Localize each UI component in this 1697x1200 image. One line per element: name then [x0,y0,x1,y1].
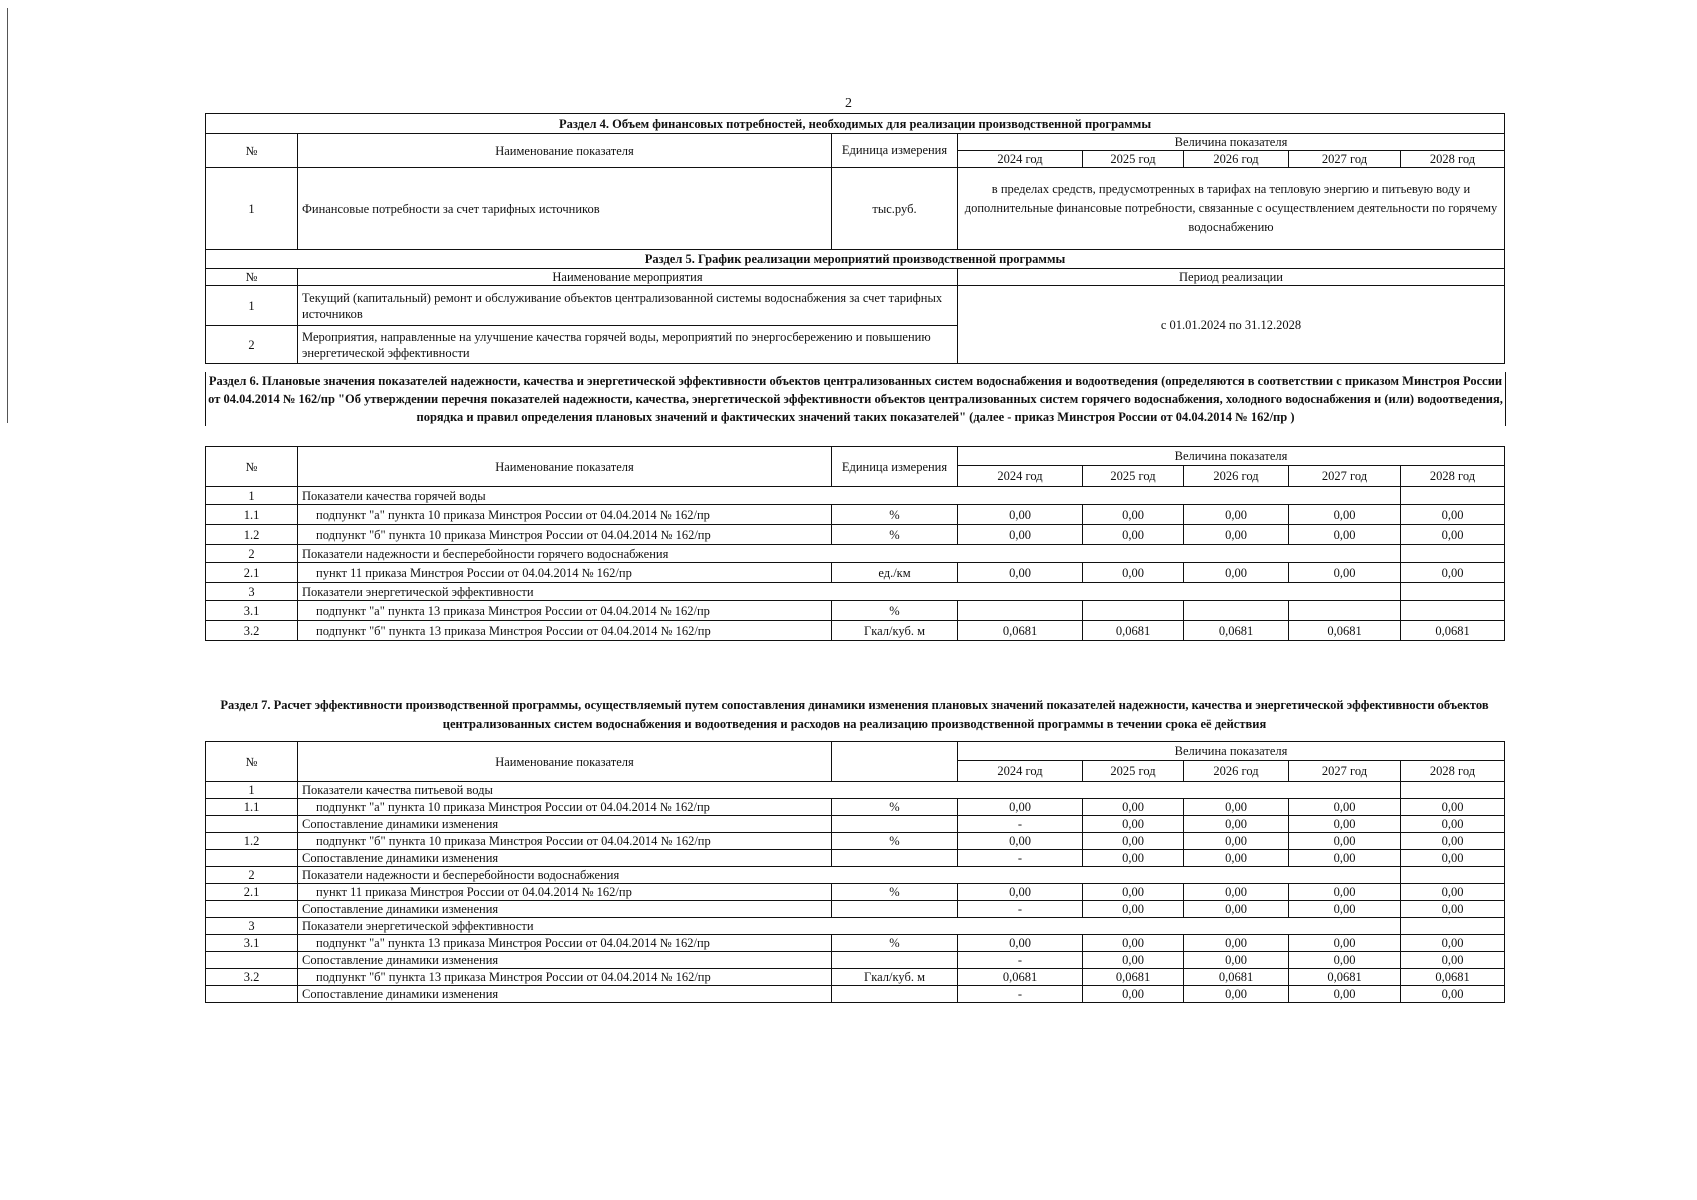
row-number: 1 [206,168,298,250]
value-cell: 0,0681 [1289,969,1401,986]
value-cell: 0,00 [1289,850,1401,867]
indicator-name: подпункт "б" пункта 10 приказа Минстроя России от 04.04.2014 № 162/пр [298,525,832,545]
year-header: 2024 год [958,151,1083,168]
indicator-header: Наименование показателя [298,447,832,487]
value-cell: 0,00 [1184,986,1289,1003]
section7-table [205,741,1505,1003]
value-cell: 0,00 [958,884,1083,901]
value-cell: 0,0681 [1184,969,1289,986]
unit: Гкал/куб. м [832,969,958,986]
unit [832,816,958,833]
group-row [206,918,1505,935]
empty-cell [1401,918,1505,935]
year-header: 2025 год [1083,151,1184,168]
table-row [206,884,1505,901]
year-header: 2027 год [1289,761,1401,782]
value-header: Величина показателя [958,134,1505,151]
unit-header: Единица измерения [832,134,958,168]
value-cell [958,601,1083,621]
unit-header-empty [832,742,958,782]
unit: % [832,525,958,545]
year-header: 2025 год [1083,761,1184,782]
group-row [206,782,1505,799]
row-number: 1 [206,782,298,799]
value-cell: - [958,816,1083,833]
value-cell: 0,00 [1184,505,1289,525]
row-number: 2 [206,867,298,884]
sections-4-5-table [205,113,1505,364]
unit [832,986,958,1003]
indicator-name: Финансовые потребности за счет тарифных источников [298,168,832,250]
row-number [206,816,298,833]
indicator-name: подпункт "а" пункта 13 приказа Минстроя России от 04.04.2014 № 162/пр [298,935,832,952]
dynamics-label: Сопоставление динамики изменения [298,816,832,833]
value-cell: 0,00 [1083,850,1184,867]
row-number [206,952,298,969]
value-cell: 0,0681 [1184,621,1289,641]
indicator-header: Наименование показателя [298,134,832,168]
value-cell: 0,00 [1401,799,1505,816]
value-cell: 0,00 [1289,799,1401,816]
dynamics-row [206,952,1505,969]
value-cell [1289,601,1401,621]
value-cell: 0,00 [1401,901,1505,918]
value-cell: 0,0681 [958,969,1083,986]
unit: % [832,884,958,901]
dynamics-label: Сопоставление динамики изменения [298,850,832,867]
unit-header: Единица измерения [832,447,958,487]
section4-title: Раздел 4. Объем финансовых потребностей, необходимых для реализации производственной программы [206,114,1505,134]
value-cell: - [958,952,1083,969]
row-number: 1.2 [206,833,298,850]
value-cell: 0,00 [1289,833,1401,850]
value-cell: 0,00 [1289,935,1401,952]
num-header: № [206,134,298,168]
value-header: Величина показателя [958,742,1505,761]
value-cell [1083,601,1184,621]
empty-cell [1401,867,1505,884]
value-cell: 0,00 [1083,816,1184,833]
unit: % [832,935,958,952]
row-number: 1.2 [206,525,298,545]
value-cell: 0,00 [958,935,1083,952]
group-row [206,487,1505,505]
activity-name: Мероприятия, направленные на улучшение качества горячей воды, мероприятий по энергосбережению и повышению энергетической эффективности [298,326,958,364]
empty-cell [1401,545,1505,563]
period-header: Период реализации [958,269,1505,286]
value-cell: 0,0681 [1083,969,1184,986]
year-header: 2026 год [1184,466,1289,487]
year-header: 2028 год [1401,466,1505,487]
unit: % [832,833,958,850]
value-cell: 0,00 [1083,935,1184,952]
value-cell: 0,00 [958,525,1083,545]
value-cell: 0,0681 [1083,621,1184,641]
dynamics-row [206,850,1505,867]
unit: % [832,505,958,525]
value-cell: 0,00 [1083,525,1184,545]
value-cell: 0,00 [1083,901,1184,918]
table-row [206,525,1505,545]
row-number: 3 [206,918,298,935]
value-cell: 0,00 [1184,563,1289,583]
section6-title: Раздел 6. Плановые значения показателей надежности, качества и энергетической эффективности объектов централизованных систем водоснабжения и водоотведения (определяются в соответствии с приказом Минстроя России от 04.04.2014 № 162/пр "Об утверждении перечня показателей надежности, качества, энергетической эффективности объектов централизованных систем горячего водоснабжения, холодного водоснабжения и (или) водоотведения, порядка и правил определения плановых значений и фактических значений таких показателей" (далее - приказ Минстроя России от 04.04.2014 № 162/пр ) [205,372,1506,426]
group-name: Показатели энергетической эффективности [298,583,1401,601]
value-cell: 0,00 [1289,986,1401,1003]
value-cell: 0,00 [1083,505,1184,525]
num-header: № [206,742,298,782]
unit: Гкал/куб. м [832,621,958,641]
row-number: 1.1 [206,799,298,816]
activity-name-header: Наименование мероприятия [298,269,958,286]
unit [832,901,958,918]
row-number: 2 [206,545,298,563]
row-number: 1.1 [206,505,298,525]
unit [832,850,958,867]
year-header: 2027 год [1289,151,1401,168]
table-row [206,799,1505,816]
table-row [206,621,1505,641]
dynamics-row [206,816,1505,833]
indicator-name: подпункт "а" пункта 10 приказа Минстроя России от 04.04.2014 № 162/пр [298,799,832,816]
row-number [206,986,298,1003]
indicator-name: пункт 11 приказа Минстроя России от 04.04.2014 № 162/пр [298,884,832,901]
value-cell: 0,0681 [958,621,1083,641]
year-header: 2024 год [958,466,1083,487]
left-margin-line [7,8,8,423]
row-number: 3.1 [206,935,298,952]
value-cell: 0,00 [958,563,1083,583]
unit: % [832,799,958,816]
row-number: 2.1 [206,563,298,583]
dynamics-label: Сопоставление динамики изменения [298,901,832,918]
table-row [206,935,1505,952]
row-number: 3.1 [206,601,298,621]
value-cell: 0,00 [958,833,1083,850]
section6-table [205,446,1505,641]
year-header: 2028 год [1401,761,1505,782]
empty-cell [1401,782,1505,799]
value-cell: 0,00 [1083,563,1184,583]
value-cell: 0,00 [1401,505,1505,525]
value-cell: 0,00 [1289,505,1401,525]
row-number: 1 [206,286,298,326]
value-cell: - [958,850,1083,867]
table-row [206,969,1505,986]
row-number: 2.1 [206,884,298,901]
row-number: 3.2 [206,969,298,986]
dynamics-label: Сопоставление динамики изменения [298,986,832,1003]
section7-title: Раздел 7. Расчет эффективности производственной программы, осуществляемый путем сопоставления динамики изменения плановых значений показателей надежности, качества и энергетической эффективности объектов централизованных систем водоснабжения и водоотведения и расходов на реализацию производственной программы в течении срока её действия [220,698,1489,731]
indicator-name: подпункт "а" пункта 10 приказа Минстроя России от 04.04.2014 № 162/пр [298,505,832,525]
value-cell: - [958,986,1083,1003]
activity-name: Текущий (капитальный) ремонт и обслуживание объектов централизованной системы водоснабжения за счет тарифных источников [298,286,958,326]
table-row [206,601,1505,621]
num-header: № [206,269,298,286]
table-row [206,505,1505,525]
dynamics-row [206,901,1505,918]
year-header: 2026 год [1184,761,1289,782]
group-row [206,583,1505,601]
value-cell: 0,00 [1184,901,1289,918]
row-number: 3.2 [206,621,298,641]
value-cell: 0,00 [1401,833,1505,850]
num-header: № [206,447,298,487]
row-number [206,850,298,867]
value-cell: 0,00 [1184,884,1289,901]
value-cell: 0,00 [958,505,1083,525]
page-number: 2 [845,96,852,111]
value-cell: 0,00 [1401,884,1505,901]
empty-cell [1401,583,1505,601]
value-cell: 0,00 [1083,986,1184,1003]
value-cell: 0,00 [1184,952,1289,969]
value-cell: 0,00 [1289,884,1401,901]
value-cell: 0,00 [1184,816,1289,833]
indicator-name: подпункт "б" пункта 13 приказа Минстроя России от 04.04.2014 № 162/пр [298,969,832,986]
empty-cell [1401,487,1505,505]
value-cell: 0,00 [1289,563,1401,583]
row-number: 3 [206,583,298,601]
year-header: 2025 год [1083,466,1184,487]
value-cell: 0,00 [1083,799,1184,816]
year-header: 2024 год [958,761,1083,782]
value-cell: 0,00 [1184,850,1289,867]
dynamics-row [206,986,1505,1003]
value-cell: 0,00 [1289,952,1401,969]
value-cell [1401,601,1505,621]
value-cell: 0,0681 [1401,621,1505,641]
value-cell: 0,00 [1401,935,1505,952]
value-cell: 0,00 [1083,833,1184,850]
dynamics-label: Сопоставление динамики изменения [298,952,832,969]
value-cell: 0,00 [1401,563,1505,583]
year-header: 2028 год [1401,151,1505,168]
value-cell: 0,00 [958,799,1083,816]
unit [832,952,958,969]
value-header: Величина показателя [958,447,1505,466]
group-name: Показатели надежности и бесперебойности горячего водоснабжения [298,545,1401,563]
value-cell: - [958,901,1083,918]
table-row [206,563,1505,583]
group-row [206,867,1505,884]
value-cell: 0,0681 [1289,621,1401,641]
value-cell: 0,00 [1289,525,1401,545]
value-cell: 0,00 [1083,952,1184,969]
value-cell [1184,601,1289,621]
value-cell: 0,00 [1289,816,1401,833]
value-cell: 0,0681 [1401,969,1505,986]
indicator-name: подпункт "б" пункта 13 приказа Минстроя России от 04.04.2014 № 162/пр [298,621,832,641]
indicator-name: пункт 11 приказа Минстроя России от 04.04.2014 № 162/пр [298,563,832,583]
implementation-period: с 01.01.2024 по 31.12.2028 [958,286,1505,364]
value-cell: 0,00 [1289,901,1401,918]
value-cell: 0,00 [1184,799,1289,816]
group-name: Показатели энергетической эффективности [298,918,1401,935]
value-cell: 0,00 [1401,850,1505,867]
year-header: 2026 год [1184,151,1289,168]
group-row [206,545,1505,563]
financial-value: в пределах средств, предусмотренных в тарифах на тепловую энергию и питьевую воду и дополнительные финансовые потребности, связанные с осуществлением деятельности по горячему водоснабжению [958,168,1505,250]
table-row [206,833,1505,850]
group-name: Показатели надежности и бесперебойности водоснабжения [298,867,1401,884]
value-cell: 0,00 [1184,525,1289,545]
row-number: 2 [206,326,298,364]
unit: тыс.руб. [832,168,958,250]
section5-title: Раздел 5. График реализации мероприятий производственной программы [206,250,1505,269]
value-cell: 0,00 [1184,833,1289,850]
indicator-name: подпункт "а" пункта 13 приказа Минстроя России от 04.04.2014 № 162/пр [298,601,832,621]
group-name: Показатели качества горячей воды [298,487,1401,505]
group-name: Показатели качества питьевой воды [298,782,1401,799]
value-cell: 0,00 [1401,986,1505,1003]
value-cell: 0,00 [1401,952,1505,969]
indicator-name: подпункт "б" пункта 10 приказа Минстроя России от 04.04.2014 № 162/пр [298,833,832,850]
unit: ед./км [832,563,958,583]
value-cell: 0,00 [1184,935,1289,952]
value-cell: 0,00 [1401,525,1505,545]
value-cell: 0,00 [1401,816,1505,833]
unit: % [832,601,958,621]
year-header: 2027 год [1289,466,1401,487]
value-cell: 0,00 [1083,884,1184,901]
indicator-header: Наименование показателя [298,742,832,782]
row-number [206,901,298,918]
row-number: 1 [206,487,298,505]
